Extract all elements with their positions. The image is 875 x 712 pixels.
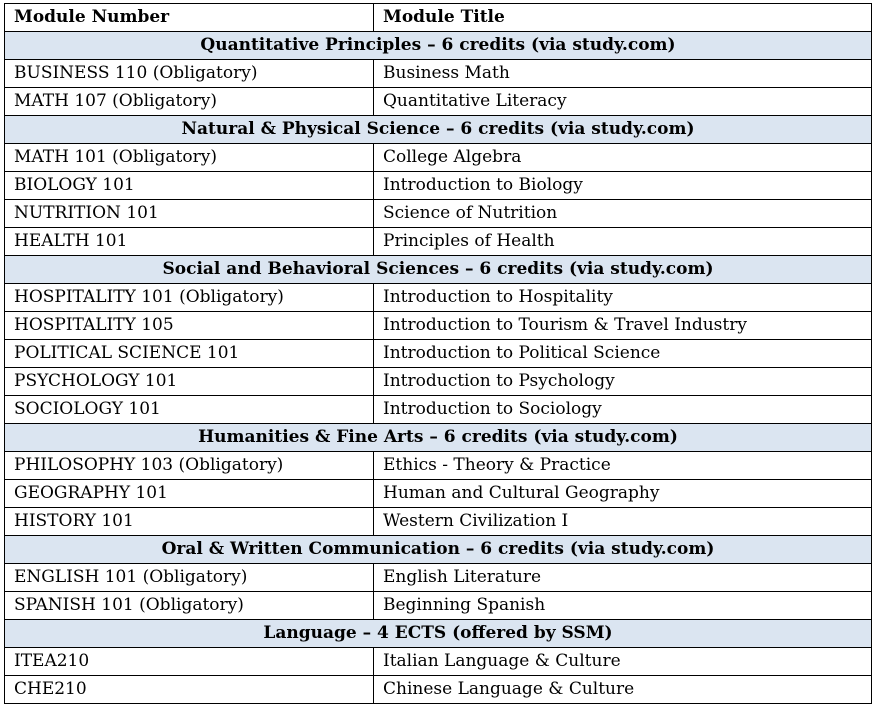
table-row	[5, 396, 872, 424]
module-number-cell: NUTRITION 101	[5, 200, 374, 228]
table-row	[5, 648, 872, 676]
table-row	[5, 60, 872, 88]
module-number-cell: GEOGRAPHY 101	[5, 480, 374, 508]
table-row	[5, 676, 872, 704]
table-row	[5, 368, 872, 396]
module-number-cell: CHE210	[5, 676, 374, 704]
module-title-cell: Introduction to Biology	[374, 172, 872, 200]
header-row	[5, 4, 872, 32]
table-row	[5, 144, 872, 172]
header-module-number: Module Number	[5, 4, 374, 32]
section-header-row	[5, 620, 872, 648]
table-row	[5, 284, 872, 312]
section-title: Quantitative Principles – 6 credits (via study.com)	[5, 32, 872, 60]
table-row	[5, 312, 872, 340]
module-title-cell: Chinese Language & Culture	[374, 676, 872, 704]
module-title-cell: Quantitative Literacy	[374, 88, 872, 116]
table-row	[5, 172, 872, 200]
module-number-cell: MATH 107 (Obligatory)	[5, 88, 374, 116]
module-title-cell: Ethics - Theory & Practice	[374, 452, 872, 480]
module-title-cell: Introduction to Political Science	[374, 340, 872, 368]
module-title-cell: College Algebra	[374, 144, 872, 172]
module-number-cell: HISTORY 101	[5, 508, 374, 536]
section-header-row	[5, 32, 872, 60]
module-title-cell: Human and Cultural Geography	[374, 480, 872, 508]
table-row	[5, 88, 872, 116]
module-number-cell: BIOLOGY 101	[5, 172, 374, 200]
header-module-title: Module Title	[374, 4, 872, 32]
section-header-row	[5, 536, 872, 564]
section-header-row	[5, 256, 872, 284]
module-number-cell: PHILOSOPHY 103 (Obligatory)	[5, 452, 374, 480]
module-title-cell: Business Math	[374, 60, 872, 88]
section-header-row	[5, 424, 872, 452]
module-title-cell: Introduction to Psychology	[374, 368, 872, 396]
table-row	[5, 452, 872, 480]
module-title-cell: Introduction to Tourism & Travel Industry	[374, 312, 872, 340]
module-number-cell: ITEA210	[5, 648, 374, 676]
section-title: Oral & Written Communication – 6 credits (via study.com)	[5, 536, 872, 564]
module-title-cell: English Literature	[374, 564, 872, 592]
table-row	[5, 508, 872, 536]
module-number-cell: POLITICAL SCIENCE 101	[5, 340, 374, 368]
section-title: Natural & Physical Science – 6 credits (via study.com)	[5, 116, 872, 144]
module-title-cell: Introduction to Sociology	[374, 396, 872, 424]
module-title-cell: Introduction to Hospitality	[374, 284, 872, 312]
section-title: Humanities & Fine Arts – 6 credits (via study.com)	[5, 424, 872, 452]
module-title-cell: Principles of Health	[374, 228, 872, 256]
module-number-cell: SPANISH 101 (Obligatory)	[5, 592, 374, 620]
module-title-cell: Science of Nutrition	[374, 200, 872, 228]
modules-table	[4, 3, 872, 704]
table-row	[5, 592, 872, 620]
table-row	[5, 340, 872, 368]
table-row	[5, 564, 872, 592]
table-body	[5, 32, 872, 704]
section-title: Social and Behavioral Sciences – 6 credits (via study.com)	[5, 256, 872, 284]
module-title-cell: Western Civilization I	[374, 508, 872, 536]
section-title: Language – 4 ECTS (offered by SSM)	[5, 620, 872, 648]
section-header-row	[5, 116, 872, 144]
module-title-cell: Beginning Spanish	[374, 592, 872, 620]
table-row	[5, 480, 872, 508]
module-number-cell: PSYCHOLOGY 101	[5, 368, 374, 396]
module-number-cell: ENGLISH 101 (Obligatory)	[5, 564, 374, 592]
module-number-cell: HEALTH 101	[5, 228, 374, 256]
module-number-cell: BUSINESS 110 (Obligatory)	[5, 60, 374, 88]
module-number-cell: SOCIOLOGY 101	[5, 396, 374, 424]
module-number-cell: HOSPITALITY 101 (Obligatory)	[5, 284, 374, 312]
table-row	[5, 200, 872, 228]
module-title-cell: Italian Language & Culture	[374, 648, 872, 676]
table-row	[5, 228, 872, 256]
module-number-cell: MATH 101 (Obligatory)	[5, 144, 374, 172]
module-number-cell: HOSPITALITY 105	[5, 312, 374, 340]
